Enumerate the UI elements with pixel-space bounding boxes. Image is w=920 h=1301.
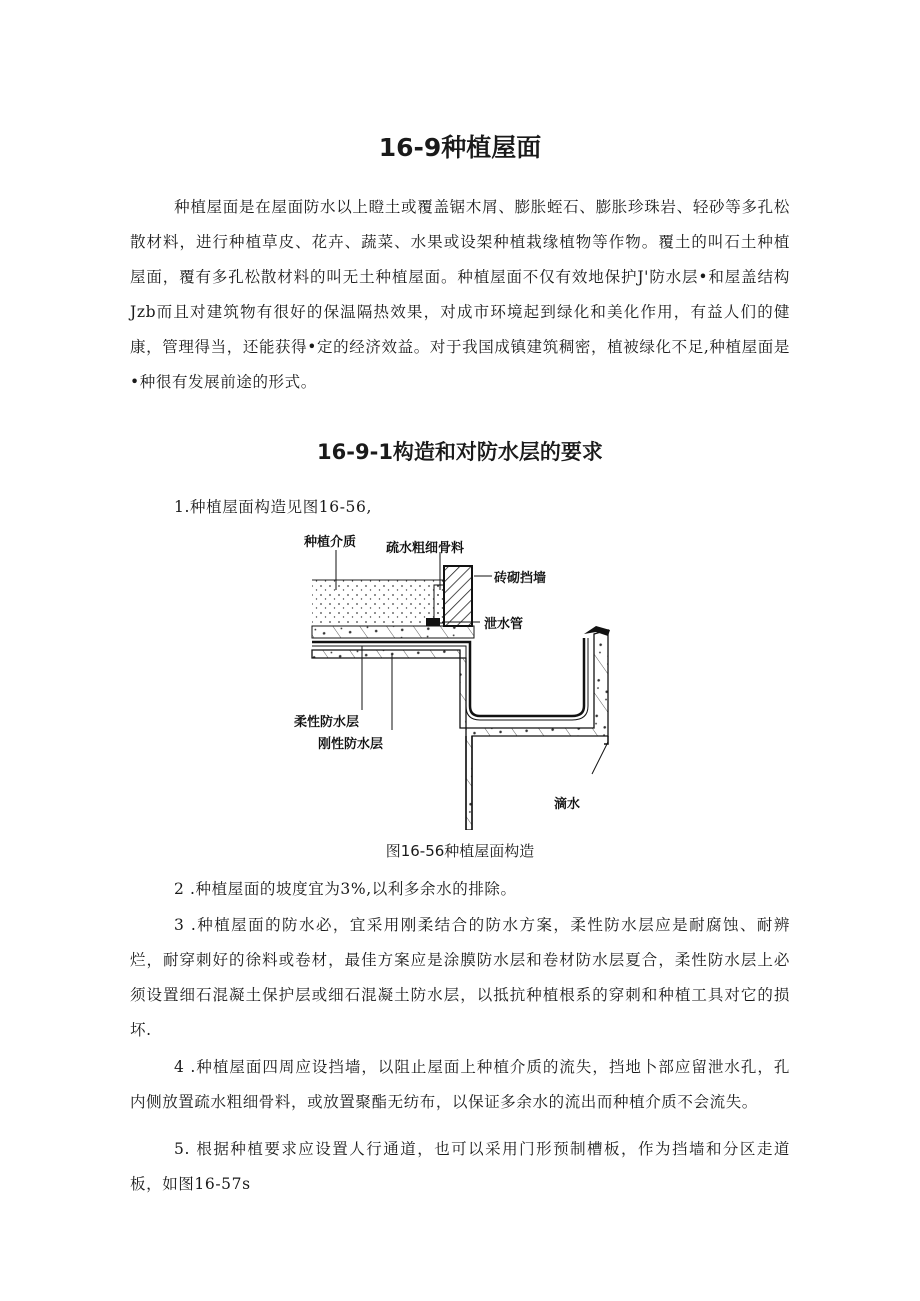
label-drip: 滴水	[554, 797, 581, 812]
label-drain-pipe: 泄水管	[484, 617, 524, 632]
planting-medium-fill	[312, 580, 444, 625]
page-title: 16-9种植屋面	[378, 133, 542, 162]
item-3-text: 3 .种植屋面的防水必，宜采用刚柔结合的防水方案，柔性防水层应是耐腐蚀、耐辨烂，耐穿刺好的徐料或卷材，最佳方案应是涂膜防水层和卷材防水层夏合，柔性防水层上必须设置细石混凝土保护层或细石混凝土防水层，以抵抗种植根系的穿刺和种植工具对它的损坏.	[130, 916, 790, 1039]
label-drainage-aggregate: 疏水粗细骨料	[386, 541, 465, 556]
brick-wall	[444, 566, 472, 626]
label-flexible-layer: 柔性防水层	[294, 715, 360, 730]
list-item	[130, 872, 790, 907]
label-rigid-layer: 刚性防水层	[318, 737, 384, 752]
list-item	[130, 1132, 790, 1202]
figure-caption: 图16-56种植屋面构造	[385, 842, 535, 860]
item-5-text: 5. 根据种植要求应设置人行通道，也可以采用门形预制槽板，作为挡墙和分区走道板，如图16-57s	[130, 1140, 790, 1193]
label-planting-medium: 种植介质	[304, 535, 357, 550]
intro-text: 种植屋面是在屋面防水以上瞪土或覆盖锯木屑、膨胀蛭石、膨胀珍珠岩、轻砂等多孔松散材料，进行种植草皮、花卉、蔬菜、水果或设架种植栽缘植物等作物。覆土的叫石土种植屋面，覆有多孔松散材料的叫无土种植屋面。种植屋面不仅有效地保护J'防水层•和屋盖结构Jzb而且对建筑物有很好的保温隔热效果，对成市环境起到绿化和美化作用，有益人们的健康，管理得当，还能获得•定的经济效益。对于我国成镇建筑稠密，植被绿化不足,种植屋面是•种很有发展前途的形式。	[130, 198, 790, 391]
item-1-text: 1.种植屋面构造见图16-56,	[174, 498, 372, 516]
list-item	[130, 908, 790, 1048]
drain-pipe-shape	[426, 618, 440, 626]
list-item	[130, 1050, 790, 1120]
intro-paragraph	[130, 190, 790, 400]
planted-roof-diagram	[292, 530, 637, 830]
section-title: 16-9-1构造和对防水层的要求	[317, 440, 603, 464]
label-brick-wall: 砖砌挡墙	[494, 571, 547, 586]
item-4-text: 4 .种植屋面四周应设挡墙，以阻止屋面上种植介质的流失，挡地卜部应留泄水孔，孔内侧放置疏水粗细骨料，或放置聚酯无纺布，以保证多余水的流出而种植介质不会流失。	[130, 1058, 790, 1111]
item-2-text: 2 .种植屋面的坡度宜为3%,以利多余水的排除。	[174, 880, 517, 898]
list-item	[130, 490, 790, 525]
